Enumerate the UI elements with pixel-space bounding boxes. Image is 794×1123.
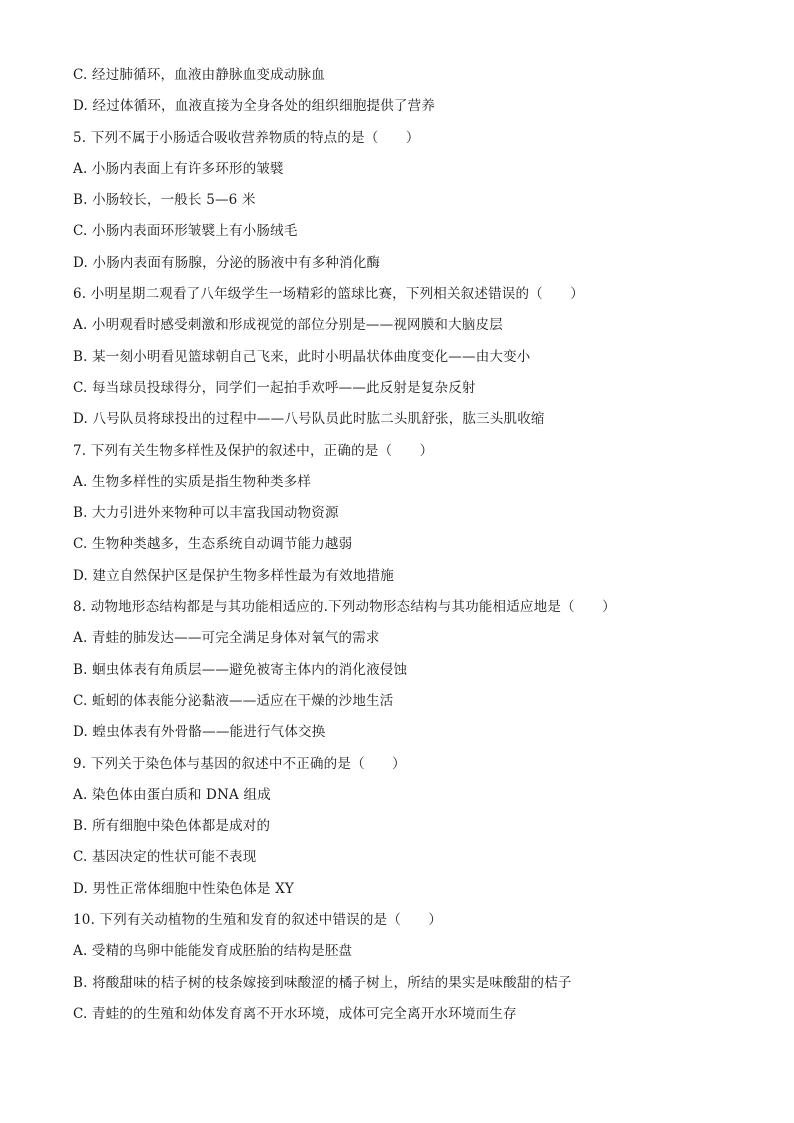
option-text: D. 男性正常体细胞中性染色体是 XY: [73, 880, 295, 897]
option-text: C. 生物种类越多，生态系统自动调节能力越弱: [73, 536, 353, 553]
question-text: 9. 下列关于染色体与基因的叙述中不正确的是（ ）: [73, 755, 406, 772]
option-text: D. 小肠内表面有肠腺，分泌的肠液中有多种消化酶: [73, 254, 381, 271]
option-text: B. 大力引进外来物种可以丰富我国动物资源: [73, 505, 339, 522]
option-text: C. 小肠内表面环形皱襞上有小肠绒毛: [73, 223, 298, 240]
document-body: [73, 60, 753, 1030]
option-text: B. 蛔虫体表有角质层——避免被寄主体内的消化液侵蚀: [73, 661, 408, 678]
option-text: D. 经过体循环，血液直接为全身各处的组织细胞提供了营养: [73, 98, 436, 115]
option-text: A. 青蛙的肺发达——可完全满足身体对氧气的需求: [73, 630, 380, 647]
question-text: 5. 下列不属于小肠适合吸收营养物质的特点的是（ ）: [73, 129, 420, 146]
option-text: C. 基因决定的性状可能不表现: [73, 849, 257, 866]
option-text: C. 每当球员投球得分，同学们一起拍手欢呼——此反射是复杂反射: [73, 379, 476, 396]
option-text: D. 八号队员将球投出的过程中——八号队员此时肱二头肌舒张，肱三头肌收缩: [73, 411, 545, 428]
option-text: B. 将酸甜味的桔子树的枝条嫁接到味酸涩的橘子树上，所结的果实是味酸甜的桔子: [73, 974, 572, 991]
option-text: A. 生物多样性的实质是指生物种类多样: [73, 473, 312, 490]
question-text: 10. 下列有关动植物的生殖和发育的叙述中错误的是（ ）: [73, 912, 443, 929]
option-text: D. 建立自然保护区是保护生物多样性最为有效地措施: [73, 567, 394, 584]
option-text: A. 小肠内表面上有许多环形的皱襞: [73, 160, 284, 177]
option-text: C. 青蛙的的生殖和幼体发育离不开水环境，成体可完全离开水环境而生存: [73, 1005, 517, 1022]
option-text: C. 蚯蚓的体表能分泌黏液——适应在干燥的沙地生活: [73, 692, 394, 709]
question-text: 6. 小明星期二观看了八年级学生一场精彩的篮球比赛，下列相关叙述错误的（ ）: [73, 286, 584, 303]
option-text: A. 小明观看时感受刺激和形成视觉的部位分别是——视网膜和大脑皮层: [73, 317, 503, 334]
option-text: B. 某一刻小明看见篮球朝自己飞来，此时小明晶状体曲度变化——由大变小: [73, 348, 531, 365]
option-text: C. 经过肺循环，血液由静脉血变成动脉血: [73, 67, 325, 83]
question-text: 7. 下列有关生物多样性及保护的叙述中，正确的是（ ）: [73, 442, 434, 459]
option-text: B. 小肠较长，一般长 5—6 米: [73, 192, 256, 209]
question-text: 8. 动物地形态结构都是与其功能相适应的.下列动物形态结构与其功能相适应地是（ ）: [73, 599, 616, 616]
option-text: B. 所有细胞中染色体都是成对的: [73, 818, 271, 835]
option-text: D. 蝗虫体表有外骨骼——能进行气体交换: [73, 724, 326, 741]
option-text: A. 染色体由蛋白质和 DNA 组成: [73, 786, 271, 803]
option-text: A. 受精的鸟卵中能能发育成胚胎的结构是胚盘: [73, 943, 353, 960]
